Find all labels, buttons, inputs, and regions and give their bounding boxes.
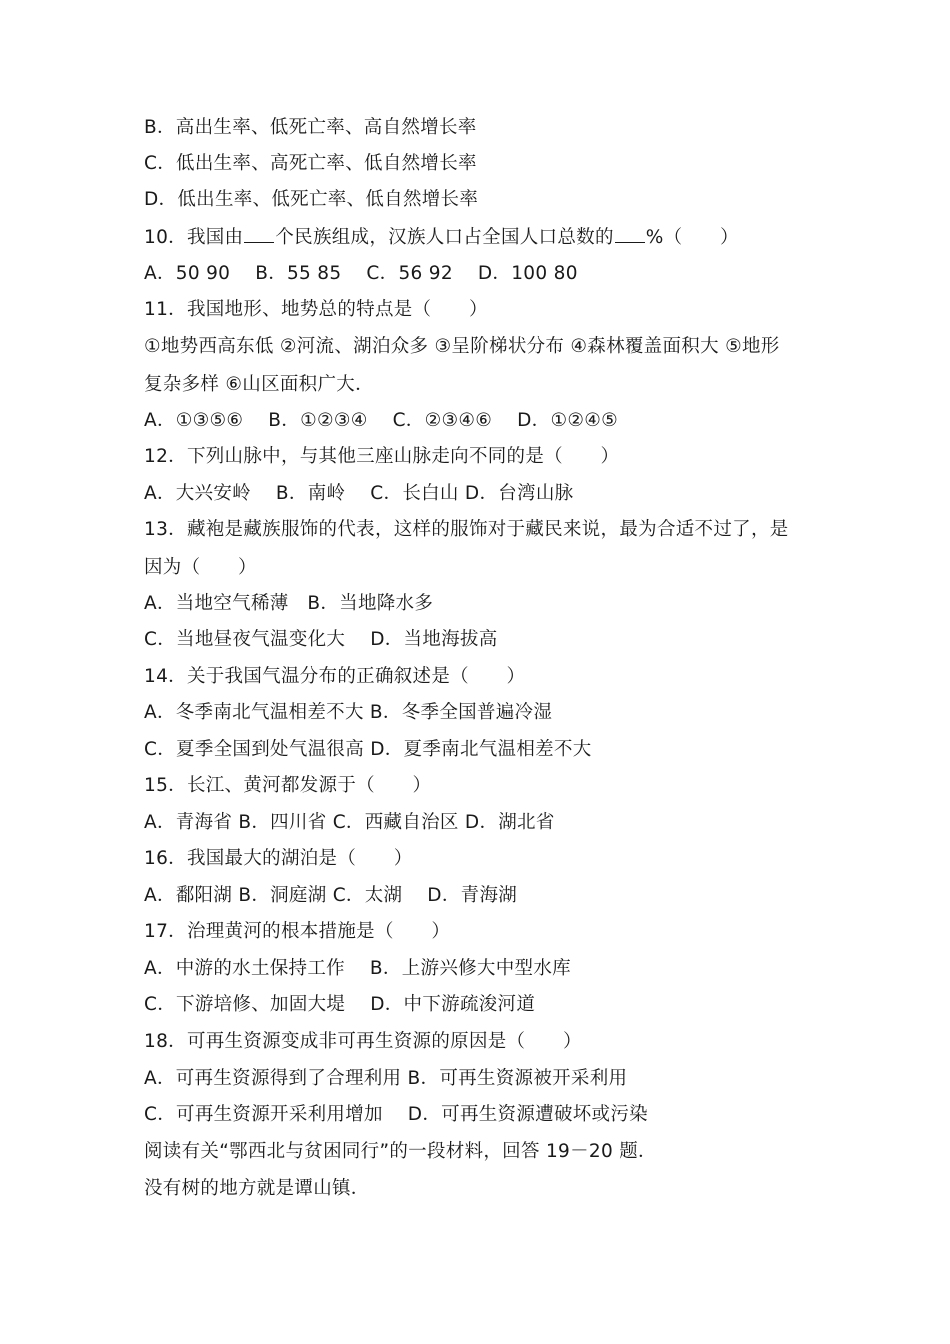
reading-instruction: 阅读有关“鄂西北与贫困同行”的一段材料，回答 19－20 题． [144, 1141, 657, 1162]
q9-option-b: B．高出生率、低死亡率、高自然增长率 [144, 117, 477, 138]
q9-option-c: C．低出生率、高死亡率、低自然增长率 [144, 153, 477, 174]
q10-text-part1: 10．我国由 [144, 227, 244, 248]
q17-options-ab: A．中游的水土保持工作 B．上游兴修大中型水库 [144, 958, 571, 979]
q12-stem: 12．下列山脉中，与其他三座山脉走向不同的是（ ） [144, 446, 620, 467]
q14-options-cd: C．夏季全国到处气温很高 D．夏季南北气温相差不大 [144, 739, 592, 760]
q18-stem: 18．可再生资源变成非可再生资源的原因是（ ） [144, 1031, 582, 1052]
q10-text-part2: 个民族组成，汉族人口占全国人口总数的 [275, 227, 614, 248]
q18-options-cd: C．可再生资源开采利用增加 D．可再生资源遭破坏或污染 [144, 1104, 648, 1125]
q15-options: A．青海省 B．四川省 C．西藏自治区 D．湖北省 [144, 812, 555, 833]
q11-statements-line2: 复杂多样 ⑥山区面积广大． [144, 374, 374, 395]
q17-options-cd: C．下游培修、加固大堤 D．中下游疏浚河道 [144, 994, 536, 1015]
q10-options: A．50 90 B．55 85 C．56 92 D．100 80 [144, 263, 578, 284]
reading-material: 没有树的地方就是谭山镇． [144, 1178, 370, 1199]
q12-options: A．大兴安岭 B．南岭 C．长白山 D．台湾山脉 [144, 483, 574, 504]
q11-stem: 11．我国地形、地势总的特点是（ ） [144, 299, 488, 320]
q10-text-part3: %（ ） [645, 227, 739, 248]
q16-options: A．鄱阳湖 B．洞庭湖 C．太湖 D．青海湖 [144, 885, 518, 906]
q18-options-ab: A．可再生资源得到了合理利用 B．可再生资源被开采利用 [144, 1068, 628, 1089]
q11-options: A．①③⑤⑥ B．①②③④ C．②③④⑥ D．①②④⑤ [144, 410, 619, 431]
q14-options-ab: A．冬季南北气温相差不大 B．冬季全国普遍冷湿 [144, 702, 553, 723]
q16-stem: 16．我国最大的湖泊是（ ） [144, 848, 413, 869]
q13-stem-line2: 因为（ ） [144, 557, 257, 578]
q13-options-ab: A．当地空气稀薄 B．当地降水多 [144, 593, 434, 614]
q13-options-cd: C．当地昼夜气温变化大 D．当地海拔高 [144, 629, 498, 650]
answer-blank [615, 241, 645, 243]
answer-blank [244, 241, 274, 243]
q13-stem-line1: 13．藏袍是藏族服饰的代表，这样的服饰对于藏民来说，最为合适不过了，是 [144, 519, 789, 540]
q14-stem: 14．关于我国气温分布的正确叙述是（ ） [144, 666, 526, 687]
q15-stem: 15．长江、黄河都发源于（ ） [144, 775, 432, 796]
q10-stem [144, 226, 739, 250]
q9-option-d: D．低出生率、低死亡率、低自然增长率 [144, 189, 479, 210]
q11-statements-line1: ①地势西高东低 ②河流、湖泊众多 ③呈阶梯状分布 ④森林覆盖面积大 ⑤地形 [144, 336, 780, 357]
q17-stem: 17．治理黄河的根本措施是（ ） [144, 921, 451, 942]
